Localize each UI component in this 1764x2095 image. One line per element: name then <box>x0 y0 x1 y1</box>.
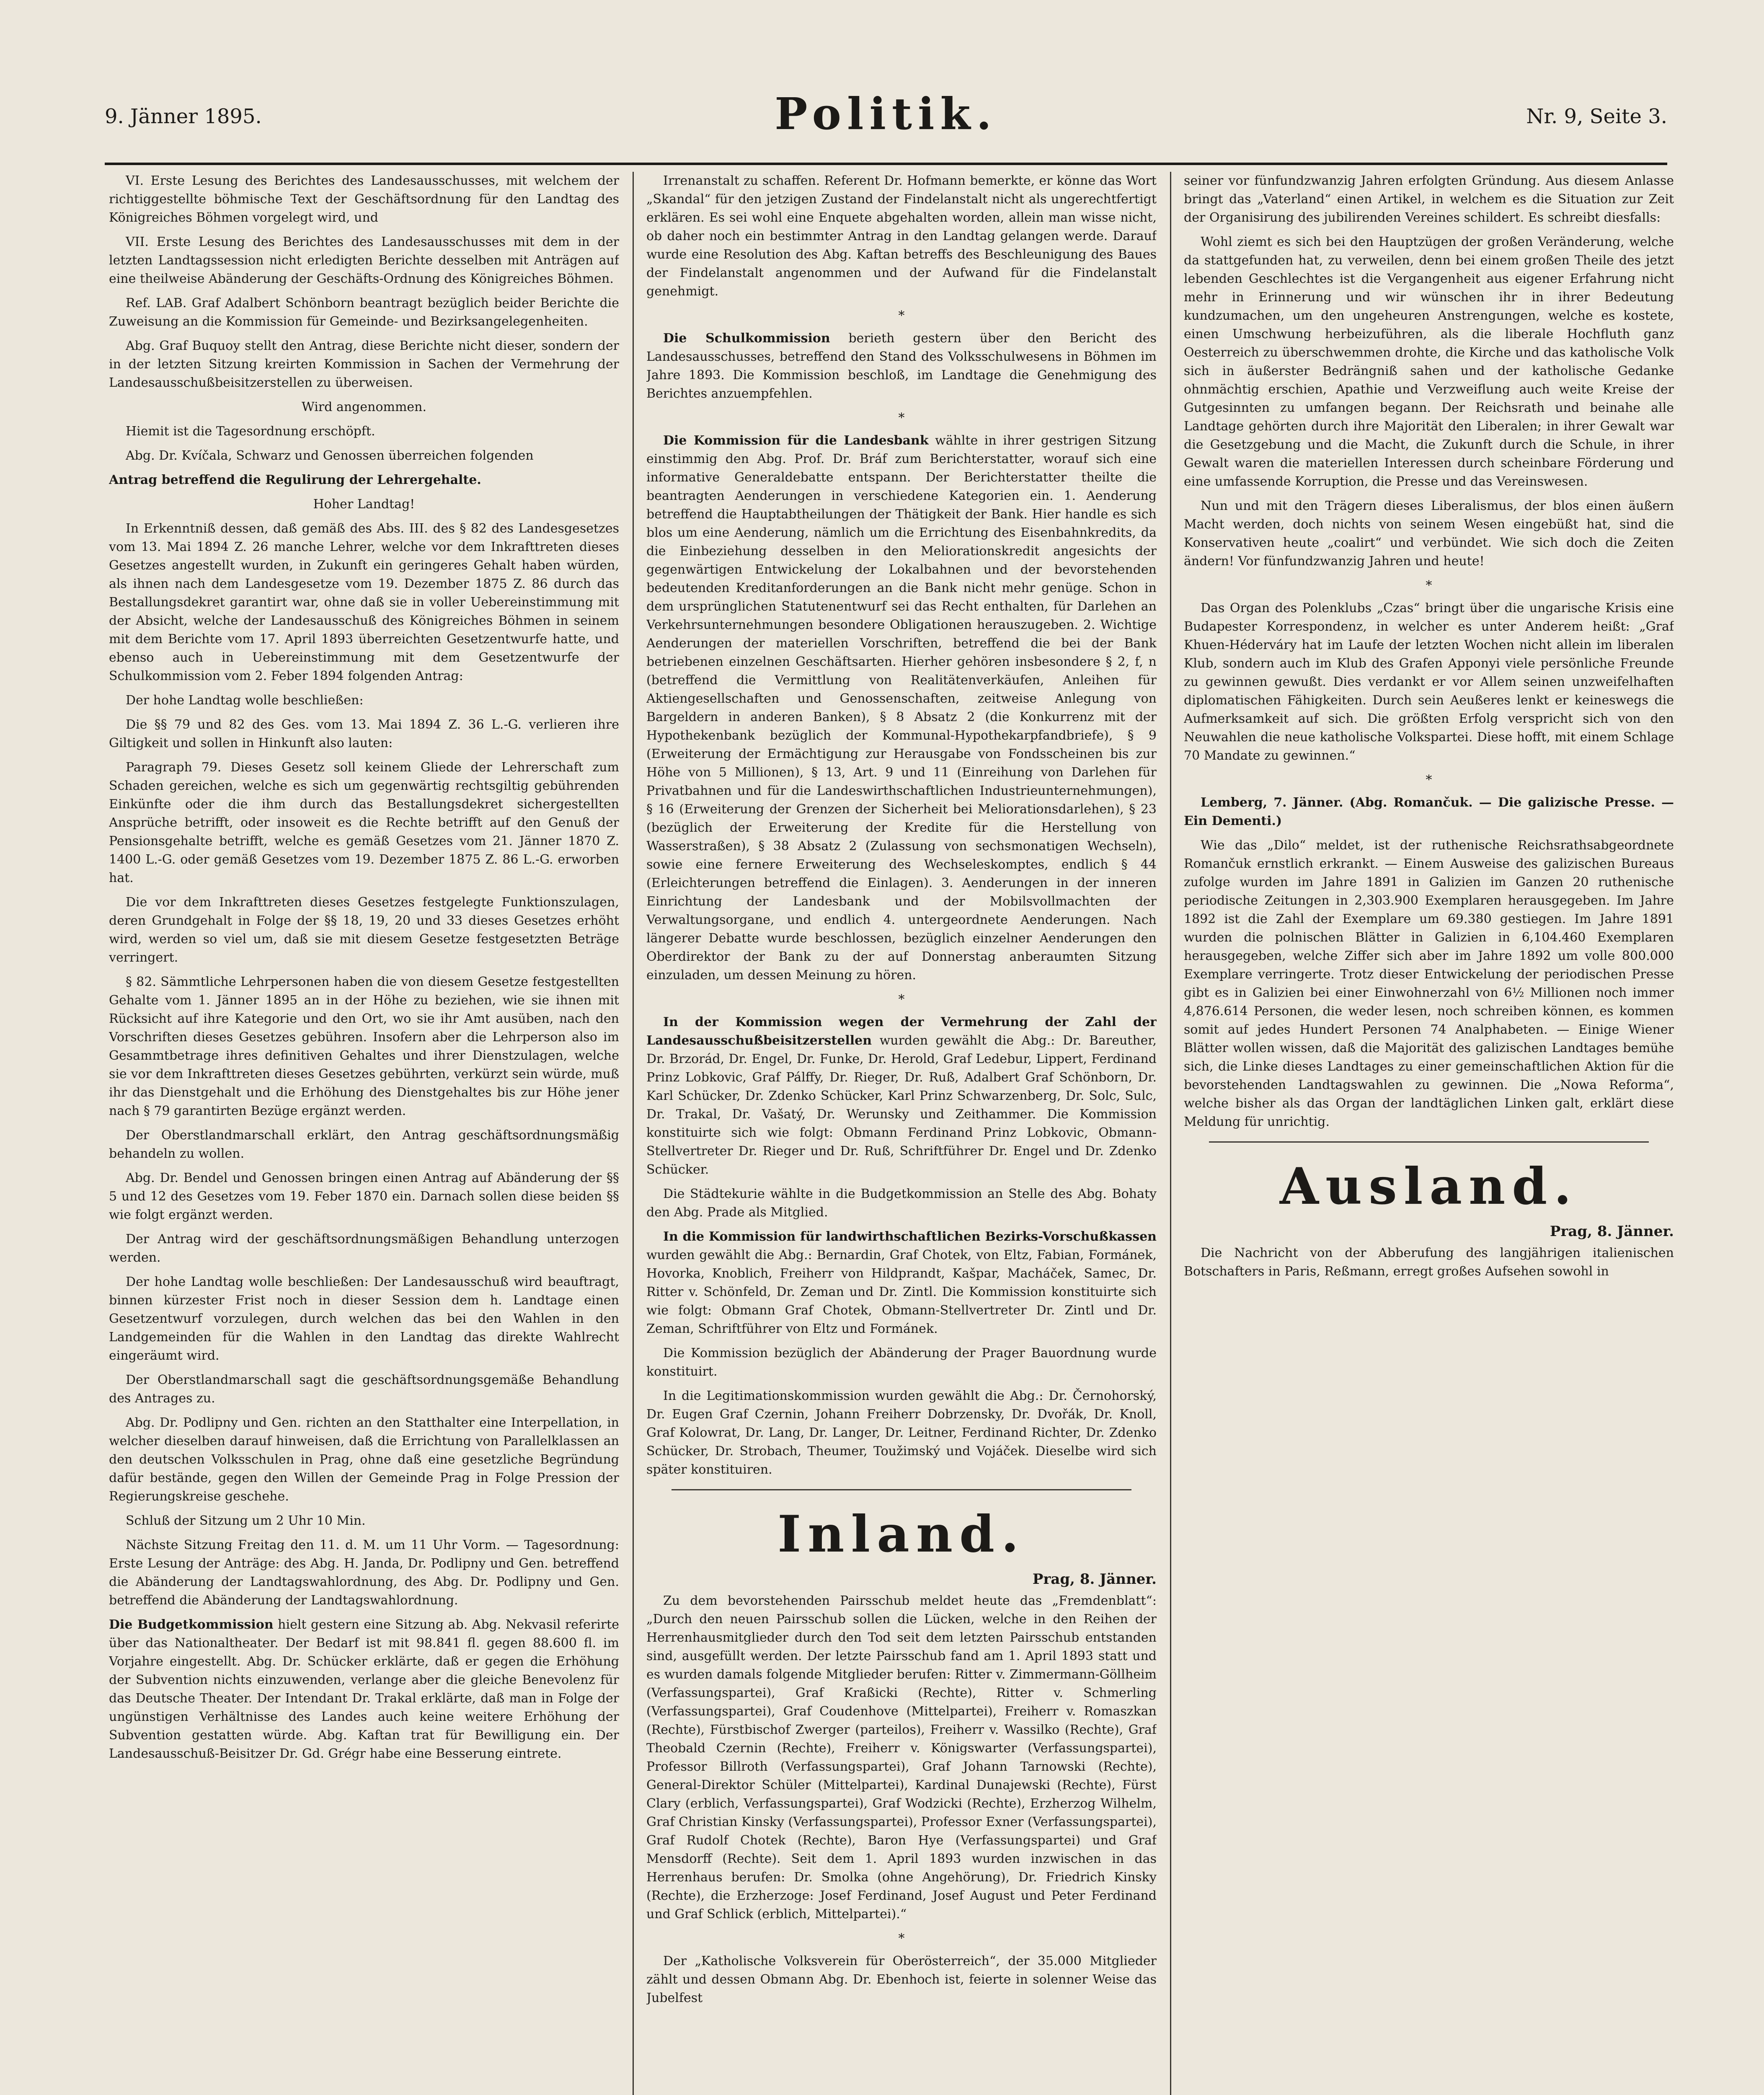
article-heading: Die Schulkommission <box>663 331 830 346</box>
article-paragraph: Hiemit ist die Tagesordnung erschöpft. <box>126 424 375 439</box>
article-text: wurden gewählt die Abg.: Bernardin, Graf Chotek, von Eltz, Fabian, Formánek, Hovorka, Knoblich, Freiherr von Hildprandt, Kašpar, Macháček, Samec, Dr. Ritter v. Schönfeld, Dr. Zeman und Dr. Zintl. Die Kommission konstituirte sich wie folgt: Obmann Graf Chotek, Obmann-Stellvertreter Dr. Zintl und Dr. Zeman, Schriftführer von Eltz und Formánek. <box>646 1248 1157 1336</box>
separator-asterisk: * <box>898 411 905 425</box>
article-paragraph: Der Oberstlandmarschall sagt die geschäftsordnungsgemäße Behandlung des Antrages zu. <box>109 1373 619 1406</box>
section-divider <box>1209 1141 1649 1143</box>
article-heading: Die Kommission für die Landesbank <box>663 433 929 448</box>
dateline: Lemberg, 7. Jänner. (Abg. Romančuk. — Die galizische Presse. — Ein Dementi.) <box>1184 795 1674 828</box>
article-paragraph: Nun und mit den Trägern dieses Liberalismus, der blos einen äußern Macht werden, doch nichts von seinem Wesen eingebüßt hat, sind die Konservativen heute „coalirt“ und verbündet. Wie sich doch die Zeiten ändern! Vor fünfundzwanzig Jahren und heute! <box>1184 499 1674 569</box>
article-paragraph: Irrenanstalt zu schaffen. Referent Dr. Hofmann bemerkte, er könne das Wort „Skandal“ für den jetzigen Zustand der Findelanstalt nicht als ungerechtfertigt erklären. Es sei wohl eine Enquete abgehalten worden, allein man wisse nicht, ob daher noch ein bestimmter Antrag in den Landtag gelangen werde. Darauf wurde eine Resolution des Abg. Kaftan betreffs des Beschleunigung des Baues der Findelanstalt angenommen und der Aufwand für die Findelanstalt genehmigt. <box>646 173 1157 299</box>
article-paragraph <box>646 1013 1157 1179</box>
article-paragraph: Die Kommission bezüglich der Abänderung der Prager Bauordnung wurde konstituirt. <box>646 1346 1157 1379</box>
article-heading: In der Kommission wegen der Vermehrung der Zahl der Landesausschußbeisitzerstellen <box>646 1015 1157 1048</box>
section-heading-ausland: Ausland. <box>1279 1157 1578 1216</box>
issue-date: 9. Jänner 1895. <box>105 105 262 128</box>
article-paragraph: § 82. Sämmtliche Lehrpersonen haben die von diesem Gesetze festgestellten Gehalte vom 1. Jänner 1895 an in der Höhe zu beziehen, wie sie ihnen mit Rücksicht auf ihre Kategorie und den Ort, wo sie ihr Amt ausüben, nach den Vorschriften dieses Gesetzes gebühren. Insofern aber die Lehrperson also im Gesammtbetrage ihres definitiven Gehaltes und ihrer Dienstzulagen, welche sie vor dem Inkrafttreten dieses Gesetzes gebührten, verkürzt sein würde, muß ihr das Dienstgehalt und die Erhöhung des Dienstgehaltes bis zur Höhe jener nach § 79 garantirten Bezüge ergänzt werden. <box>109 975 619 1118</box>
article-paragraph: Nächste Sitzung Freitag den 11. d. M. um 11 Uhr Vorm. — Tagesordnung: Erste Lesung der Anträge: des Abg. H. Janda, Dr. Podlipny und Gen. betreffend die Abänderung der Landtagswahlordnung, des Abg. Dr. Podlipny und Gen. betreffend die Abänderung der Landtagswahlordnung. <box>109 1538 619 1608</box>
article-paragraph: Schluß der Sitzung um 2 Uhr 10 Min. <box>126 1513 366 1528</box>
article-paragraph <box>646 432 1157 985</box>
article-paragraph: Abg. Dr. Kvíčala, Schwarz und Genossen überreichen folgenden <box>126 448 534 463</box>
separator-asterisk: * <box>1426 773 1432 787</box>
section-divider <box>672 1489 1131 1490</box>
article-paragraph: Das Organ des Polenklubs „Czas“ bringt über die ungarische Krisis eine Budapester Korrespondenz, in welcher es unter Anderem heißt: „Graf Khuen-Héderváry hat im Laufe der letzten Wochen nicht allein im liberalen Klub, sondern auch im Klub des Grafen Apponyi viele persönliche Freunde zu gewinnen gewußt. Dies verdankt er vor Allem seinen unzweifelhaften diplomatischen Fähigkeiten. Durch sein Aeußeres lenkt er keineswegs die Aufmerksamkeit auf sich. Die größten Erfolg verspricht sich von den Neuwahlen die neue katholische Volkspartei. Diese hofft, mit einem Schlage 70 Mandate zu gewinnen.“ <box>1184 601 1674 763</box>
section-title: Politik. <box>775 88 997 140</box>
separator-asterisk: * <box>898 992 905 1007</box>
article-paragraph: Abg. Graf Buquoy stellt den Antrag, diese Berichte nicht dieser, sondern der in der letzten Sitzung kreirten Kommission in Sachen der Vermehrung der Landesausschußbeisitzerstellen zu überweisen. <box>109 339 619 390</box>
article-text: wählte in ihrer gestrigen Sitzung einstimmig den Abg. Prof. Dr. Bráf zum Berichterstatter, worauf sich eine informative Generaldebatte entspann. Der Berichterstatter theilte die beantragten Aenderungen in verschiedene Kategorien ein. 1. Aenderung betreffend die Hauptabtheilungen der Thätigkeit der Bank. Hier handle es sich blos um eine Aenderung, nämlich um die Errichtung des Eisenbahnkredits, da die Einbeziehung desselben in den Meliorationskredit angesichts der gegenwärtigen Entwickelung der Lokalbahnen und der bevorstehenden bedeutenden Kreditanforderungen an die Bank nicht mehr genüge. Schon in dem ursprünglichen Statutenentwurf sei das Recht enthalten, für Darlehen an Verkehrsunternehmungen besondere Obligationen herauszugeben. 2. Wichtige Aenderungen der materiellen Vorschriften, betreffend die bei der Bank betriebenen einzelnen Geschäftsarten. Hierher gehören insbesondere § 2, f, n (betreffend die Vermittlung von Realitätenverkäufen, Anleihen für Aktiengesellschaften und Genossenschaften, zeitweise Anlegung von Bargeldern in anderen Banken), § 8 Absatz 2 (die Konkurrenz mit der Hypothekenbank bezüglich der Kommunal-Hypothekarpfandbriefe), § 9 (Erweiterung der Ermächtigung zur Herausgabe von Fondsscheinen bis zur Höhe von 5 Millionen), § 13, Art. 9 und 11 (Einreihung von Darlehen für Privatbahnen und für die Landeswirthschaftlichen Industrieunternehmungen), § 16 (Erweiterung der Grenzen der Sicherheit bei Meliorationsdarlehen), § 23 (bezüglich der Erweiterung der Kredite für die Herstellung von Wasserstraßen), § 38 Absatz 2 (Zulassung von sechsmonatigen Wechseln), sowie eine fernere Erweiterung des Wechseleskomptes, endlich § 44 (Erleichterungen betreffend die Einlagen). 3. Aenderungen in der inneren Einrichtung der Landesbank und der Mobilsvollmachten der Verwaltungsorgane, und endlich 4. untergeordnete Aenderungen. Nach längerer Debatte wurde beschlossen, bezüglich einzelner Aenderungen den Oberdirektor der Bank zu der auf Donnerstag anberaumten Sitzung einzuladen, um dessen Meinung zu hören. <box>646 433 1157 983</box>
column-middle <box>646 172 1157 2095</box>
issue-number: Nr. 9, Seite 3. <box>1526 105 1667 128</box>
header-rule <box>105 163 1667 165</box>
article-paragraph: In die Legitimationskommission wurden gewählt die Abg.: Dr. Černohorský, Dr. Eugen Graf Czernin, Johann Freiherr Dobrzensky, Dr. Dvořák, Dr. Knoll, Graf Kolowrat, Dr. Lang, Dr. Langer, Dr. Leitner, Ferdinand Richter, Dr. Zdenko Schücker, Dr. Strobach, Theumer, Toužimský und Vojáček. Dieselbe wird sich später konstituiren. <box>646 1389 1157 1477</box>
article-paragraph: VI. Erste Lesung des Berichtes des Landesausschusses, mit welchem der richtiggestellte böhmische Text der Geschäftsordnung für den Landtag des Königreiches Böhmen vorgelegt wird, und <box>109 173 619 225</box>
article-paragraph: In Erkenntniß dessen, daß gemäß des Abs. III. des § 82 des Landesgesetzes vom 13. Mai 1894 Z. 26 manche Lehrer, welche vor dem Inkrafttreten dieses Gesetzes angestellt wurden, in Zukunft ein geringeres Gehalt haben würden, als ihnen nach dem Landesgesetze vom 19. Dezember 1875 Z. 86 durch das Bestallungsdekret garantirt war, ohne daß sie in voller Uebereinstimmung mit der Absicht, welche der Landesausschuß des Königreiches Böhmen in seinem mit dem Berichte vom 17. April 1893 überreichten Gesetzentwurfe hatte, und ebenso auch in Uebereinstimmung mit dem Gesetzentwurfe der Schulkommission vom 2. Feber 1894 folgenden Antrag: <box>109 521 619 683</box>
article-paragraph: Der „Katholische Volksverein für Oberösterreich“, der 35.000 Mitglieder zählt und dessen Obmann Abg. Dr. Ebenhoch ist, feierte in solenner Weise das Jubelfest <box>646 1954 1157 2005</box>
dateline: Prag, 8. Jänner. <box>1550 1223 1674 1240</box>
article-text: wurden gewählt die Abg.: Dr. Bareuther, Dr. Brzorád, Dr. Engel, Dr. Funke, Dr. Herold, Graf Ledebur, Lippert, Ferdinand Prinz Lobkovic, Graf Pálffy, Dr. Rieger, Dr. Ruß, Adalbert Graf Schönborn, Dr. Karl Schücker, Dr. Zdenko Schücker, Karl Prinz Schwarzenberg, Dr. Solc, Sulc, Dr. Trakal, Dr. Vašatý, Dr. Werunsky und Zeithammer. Die Kommission konstituirte sich wie folgt: Obmann Ferdinand Prinz Lobkovic, Obmann-Stellvertreter Dr. Rieger und Dr. Ruß, Schriftführer Dr. Engel und Dr. Zdenko Schücker. <box>646 1033 1157 1177</box>
separator-asterisk: * <box>898 308 905 323</box>
article-paragraph: Der Antrag wird der geschäftsordnungsmäßigen Behandlung unterzogen werden. <box>109 1232 619 1265</box>
article-paragraph: Hoher Landtag! <box>313 497 415 512</box>
article-paragraph: Die Städtekurie wählte in die Budgetkommission an Stelle des Abg. Bohaty den Abg. Prade als Mitglied. <box>646 1187 1157 1220</box>
article-paragraph: Abg. Dr. Bendel und Genossen bringen einen Antrag auf Abänderung der §§ 5 und 12 des Gesetzes vom 19. Feber 1870 ein. Darnach sollen diese beiden §§ wie folgt ergänzt werden. <box>109 1171 619 1222</box>
dateline: Prag, 8. Jänner. <box>1032 1571 1157 1588</box>
article-paragraph: seiner vor fünfundzwanzig Jahren erfolgten Gründung. Aus diesem Anlasse bringt das „Vaterland“ einen Artikel, in welchem es die Situation zur Zeit der Organisirung des jubilirenden Vereines schildert. Es schreibt diesfalls: <box>1184 173 1674 225</box>
article-paragraph: Die §§ 79 und 82 des Ges. vom 13. Mai 1894 Z. 36 L.-G. verlieren ihre Giltigkeit und sollen in Hinkunft also lauten: <box>109 717 619 750</box>
column-left <box>109 172 619 2095</box>
masthead <box>105 88 1667 159</box>
article-text: berieth gestern über den Bericht des Landesausschusses, betreffend den Stand des Volksschulwesens in Böhmen im Jahre 1893. Die Kommission beschloß, im Landtage die Genehmigung des Berichtes anzuempfehlen. <box>646 331 1157 401</box>
article-paragraph: Ref. LAB. Graf Adalbert Schönborn beantragt bezüglich beider Berichte die Zuweisung an die Kommission für Gemeinde- und Bezirksangelegenheiten. <box>109 296 619 329</box>
article-paragraph: VII. Erste Lesung des Berichtes des Landesausschusses mit dem in der letzten Landtagssession nicht erledigten Berichte desselben mit Anträgen auf eine theilweise Abänderung der Geschäfts-Ordnung des Königreiches Böhmen. <box>109 235 619 286</box>
article-paragraph: Der Oberstlandmarschall erklärt, den Antrag geschäftsordnungsmäßig behandeln zu wollen. <box>109 1128 619 1161</box>
article-paragraph: Die Nachricht von der Abberufung des langjährigen italienischen Botschafters in Paris, Reßmann, erregt großes Aufsehen sowohl in <box>1184 1246 1674 1279</box>
article-paragraph: Paragraph 79. Dieses Gesetz soll keinem Gliede der Lehrerschaft zum Schaden gereichen, welche es sich um gegenwärtig rechtsgiltig gebührenden Einkünfte oder die ihm durch das Bestallungsdekret sichergestellten Ansprüche betrifft, oder insoweit es die Rechte betrifft auf den Genuß der Pensionsgehalte betrifft, welche es gemäß Gesetzes vom 21. Jänner 1870 Z. 1400 L.-G. oder gemäß Gesetzes vom 19. Dezember 1875 Z. 86 L.-G. erworben hat. <box>109 760 619 885</box>
separator-asterisk: * <box>1426 578 1432 593</box>
separator-asterisk: * <box>898 1931 905 1946</box>
article-paragraph <box>109 1616 619 1763</box>
article-paragraph: Wie das „Dilo“ meldet, ist der ruthenische Reichsrathsabgeordnete Romančuk ernstlich erkrankt. — Einem Ausweise des galizischen Bureaus zufolge wurden im Jahre 1891 in Galizien im Ganzen 20 ruthenische periodische Zeitungen in 2,303.900 Exemplaren herausgegeben. Im Jahre 1892 ist die Zahl der Exemplare um 69.380 gestiegen. Im Jahre 1891 wurden die polnischen Blätter in Galizien in 6,104.460 Exemplaren herausgegeben, welche Ziffer sich aber im Jahre 1892 um volle 800.000 Exemplare verringerte. Trotz dieser Entwickelung der periodischen Presse gibt es in Galizien bei einer Einwohnerzahl von 6½ Millionen noch immer 4,876.614 Personen, die weder lesen, noch schreiben können, es kommen somit auf jedes Hundert Personen 74 Analphabeten. — Einige Wiener Blätter wollen wissen, daß die Majorität des galizischen Landtages bemühe sich, die Linke dieses Landtages zu einer gemeinschaftlichen Aktion für die bevorstehenden Landtagswahlen zu gewinnen. Die „Nowa Reforma“, welche bisher als das Organ der landtäglichen Linken galt, erklärt diese Meldung für unrichtig. <box>1184 838 1674 1129</box>
article-heading: Die Budgetkommission <box>109 1617 274 1632</box>
article-paragraph: Abg. Dr. Podlipny und Gen. richten an den Statthalter eine Interpellation, in welcher dieselben darauf hinweisen, daß die Errichtung von Parallelklassen an den deutschen Volksschulen in Prag, ohne daß eine gesetzliche Begründung dafür bestände, gegen den Willen der Gemeinde Prag in Folge Pression der Regierungskreise geschehe. <box>109 1415 619 1504</box>
column-right <box>1184 172 1674 2095</box>
article-heading: In die Kommission für landwirthschaftlichen Bezirks-Vorschußkassen <box>663 1229 1157 1244</box>
article-paragraph: Wohl ziemt es sich bei den Hauptzügen der großen Veränderung, welche da stattgefunden hat, zu verweilen, denn bei einem großen Theile des jetzt lebenden Geschlechtes ist die Vergangenheit aus eigener Erfahrung nicht mehr in Erinnerung und wir wünschen ihr in ihrer Bedeutung kundzumachen, um den ungeheuren Anstrengungen, welche es kostete, einen Umschwung herbeizuführen, als die liberale Hochfluth ganz Oesterreich zu überschwemmen drohte, die Kirche und das katholische Volk sich in äußerster Bedrängniß sahen und der katholische Gedanke ohnmächtig erschien, Apathie und Verzweiflung auch weite Kreise der Gutgesinnten zu umfangen begann. Der Reichsrath und beinahe alle Landtage gehörten durch ihre Majorität den Liberalen; in ihrer Gewalt war die Gesetzgebung und die Macht, die Zukunft durch die Schule, in ihrer Gewalt waren die materiellen Interessen durch scheinbare Förderung und eine umfassende Korruption, die Presse und das Vereinswesen. <box>1184 235 1674 489</box>
article-paragraph: Der hohe Landtag wolle beschließen: Der Landesausschuß wird beauftragt, binnen kürzester Frist noch in dieser Session dem h. Landtage einen Gesetzentwurf vorzulegen, durch welchen das bei den Wahlen in den Landgemeinden für die Wahlen in den Landtag das direkte Wahlrecht eingeräumt wird. <box>109 1275 619 1363</box>
article-paragraph <box>646 1228 1157 1338</box>
column-divider <box>633 172 634 2095</box>
article-paragraph: Zu dem bevorstehenden Pairsschub meldet heute das „Fremdenblatt“: „Durch den neuen Pairsschub sollen die Lücken, welche in den Reihen der Herrenhausmitglieder durch den Tod seit dem letzten Pairsschub entstanden sind, ausgefüllt werden. Der letzte Pairsschub fand am 1. April 1893 statt und es wurden damals folgende Mitglieder berufen: Ritter v. Zimmermann-Göllheim (Verfassungspartei), Graf Kraßicki (Rechte), Ritter v. Schmerling (Verfassungspartei), Graf Coudenhove (Mittelpartei), Freiherr v. Romaszkan (Rechte), Fürstbischof Zwerger (parteilos), Freiherr v. Wassilko (Rechte), Graf Theobald Czernin (Rechte), Freiherr v. Königswarter (Verfassungspartei), Professor Billroth (Verfassungspartei), Graf Johann Tarnowski (Rechte), General-Direktor Schüler (Mittelpartei), Kardinal Dunajewski (Rechte), Fürst Clary (erblich, Verfassungspartei), Graf Wodzicki (Rechte), Erzherzog Wilhelm, Graf Christian Kinsky (Verfassungspartei), Professor Exner (Verfassungspartei), Graf Rudolf Chotek (Rechte), Baron Hye (Verfassungspartei) und Graf Mensdorff (Rechte). Seit dem 1. April 1893 wurden inzwischen in das Herrenhaus berufen: Dr. Smolka (ohne Angehörung), Dr. Friedrich Kinsky (Rechte), die Erzherzoge: Josef Ferdinand, Josef August und Peter Ferdinand und Graf Schlick (erblich, Mittelpartei).“ <box>646 1593 1157 1922</box>
article-paragraph: Die vor dem Inkrafttreten dieses Gesetzes festgelegte Funktionszulagen, deren Grundgehalt in Folge der §§ 18, 19, 20 und 33 dieses Gesetzes erhöht wird, werden so viel um, daß sie mit diesem Gesetze festgesetzten Beträge verringert. <box>109 895 619 965</box>
article-paragraph: Wird angenommen. <box>301 400 427 414</box>
article-text: hielt gestern eine Sitzung ab. Abg. Nekvasil referirte über das Nationaltheater. Der Bedarf ist mit 98.841 fl. gegen 88.600 fl. im Vorjahre eingestellt. Abg. Dr. Schücker erklärte, daß er gegen die Erhöhung der Subvention nichts einzuwenden, verlange aber die gleiche Benevolenz für das Deutsche Theater. Der Intendant Dr. Trakal erklärte, daß man in Folge der ungünstigen Verhältnisse des Landes auch keine weitere Erhöhung der Subvention gestatten würde. Abg. Kaftan trat für Bewilligung ein. Der Landesausschuß-Beisitzer Dr. Gd. Grégr habe eine Besserung eintrete. <box>109 1617 619 1761</box>
column-divider <box>1170 172 1171 2095</box>
section-heading-inland: Inland. <box>777 1505 1025 1564</box>
article-paragraph: Der hohe Landtag wolle beschließen: <box>126 693 364 708</box>
article-paragraph <box>646 329 1157 403</box>
article-heading: Antrag betreffend die Regulirung der Lehrergehalte. <box>109 473 481 487</box>
